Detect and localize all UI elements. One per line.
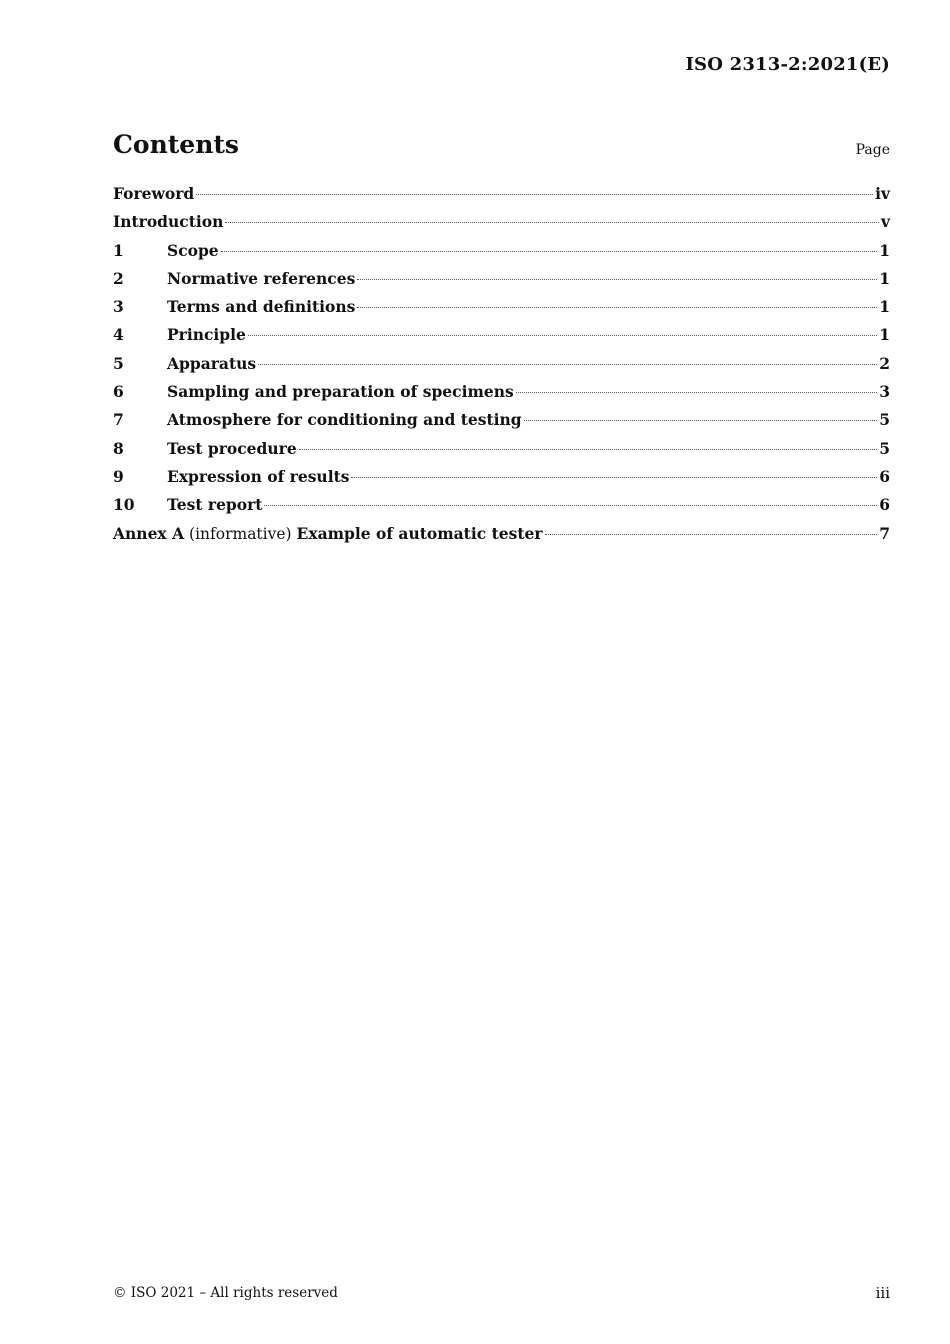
toc-entry-atmosphere[interactable]: [113, 410, 890, 438]
copyright-notice: © ISO 2021 – All rights reserved: [113, 1285, 338, 1301]
toc-entry-principle[interactable]: [113, 325, 890, 353]
toc-entry-page: 5: [879, 438, 890, 458]
annex-title: Example of automatic tester: [296, 523, 543, 543]
toc-entry-terms-and-definitions[interactable]: [113, 297, 890, 325]
toc-leader-dots: [221, 251, 878, 252]
toc-entry-number: 2: [113, 268, 124, 288]
toc-entry-number: 8: [113, 438, 124, 458]
toc-entry-page: 1: [879, 268, 890, 288]
toc-entry-page: 1: [879, 240, 890, 260]
toc-leader-dots: [516, 392, 877, 393]
toc-leader-dots: [351, 477, 877, 478]
toc-entry-number: 10: [113, 495, 135, 515]
toc-entry-title: Terms and definitions: [167, 297, 356, 317]
toc-entry-annex-a[interactable]: [113, 524, 890, 552]
toc-leader-dots: [258, 364, 877, 365]
toc-entry-number: 7: [113, 410, 124, 430]
toc-entry-sampling[interactable]: [113, 382, 890, 410]
page-number: iii: [875, 1284, 890, 1302]
toc-entry-page: v: [880, 212, 890, 232]
toc-entry-page: 1: [879, 297, 890, 317]
toc-entry-page: 7: [879, 523, 890, 543]
toc-entry-number: 1: [113, 240, 124, 260]
toc-entry-number: 9: [113, 466, 124, 486]
toc-entry-page: 3: [879, 382, 890, 402]
toc-entry-title: Test procedure: [167, 438, 297, 458]
toc-leader-dots: [357, 307, 877, 308]
toc-entry-title: Introduction: [113, 212, 224, 232]
contents-title: Contents: [113, 130, 240, 159]
toc-entry-foreword[interactable]: [113, 184, 890, 212]
toc-entry-title: Scope: [167, 240, 219, 260]
toc-entry-title: Apparatus: [167, 353, 257, 373]
toc-leader-dots: [524, 420, 878, 421]
toc-entry-number: 5: [113, 353, 124, 373]
toc-entry-introduction[interactable]: [113, 212, 890, 240]
toc-entry-page: iv: [875, 184, 890, 203]
toc-entry-title: Normative references: [167, 268, 356, 288]
toc-entry-title: Sampling and preparation of specimens: [167, 382, 514, 402]
toc-leader-dots: [357, 279, 877, 280]
annex-label: Annex A: [113, 523, 185, 543]
document-id: ISO 2313-2:2021(E): [685, 54, 890, 75]
toc-leader-dots: [248, 335, 877, 336]
contents-header: [113, 130, 890, 166]
toc-entry-normative-references[interactable]: [113, 269, 890, 297]
toc-entry-test-procedure[interactable]: [113, 439, 890, 467]
toc-entry-title: Principle: [167, 325, 246, 345]
toc-entry-title: Test report: [167, 495, 263, 515]
toc-entry-number: 4: [113, 325, 124, 345]
toc-entry-page: 5: [879, 410, 890, 430]
toc-leader-dots: [545, 534, 878, 535]
toc-entry-test-report[interactable]: [113, 495, 890, 523]
annex-qualifier: (informative): [189, 524, 292, 543]
toc-entry-page: 6: [879, 495, 890, 515]
toc-entry-page: 6: [879, 466, 890, 486]
toc-leader-dots: [264, 505, 877, 506]
toc-entry-number: 3: [113, 297, 124, 317]
table-of-contents: [113, 184, 890, 552]
page-column-label: Page: [855, 142, 890, 158]
toc-leader-dots: [299, 449, 878, 450]
toc-entry-title: Expression of results: [167, 466, 350, 486]
toc-entry-expression-of-results[interactable]: [113, 467, 890, 495]
toc-entry-page: 1: [879, 325, 890, 345]
toc-entry-title: Foreword: [113, 184, 195, 203]
toc-entry-scope[interactable]: [113, 241, 890, 269]
toc-entry-title: Atmosphere for conditioning and testing: [167, 410, 522, 430]
toc-entry-page: 2: [879, 353, 890, 373]
toc-leader-dots: [225, 222, 879, 223]
toc-entry-number: 6: [113, 382, 124, 402]
toc-entry-apparatus[interactable]: [113, 354, 890, 382]
toc-leader-dots: [196, 194, 873, 195]
